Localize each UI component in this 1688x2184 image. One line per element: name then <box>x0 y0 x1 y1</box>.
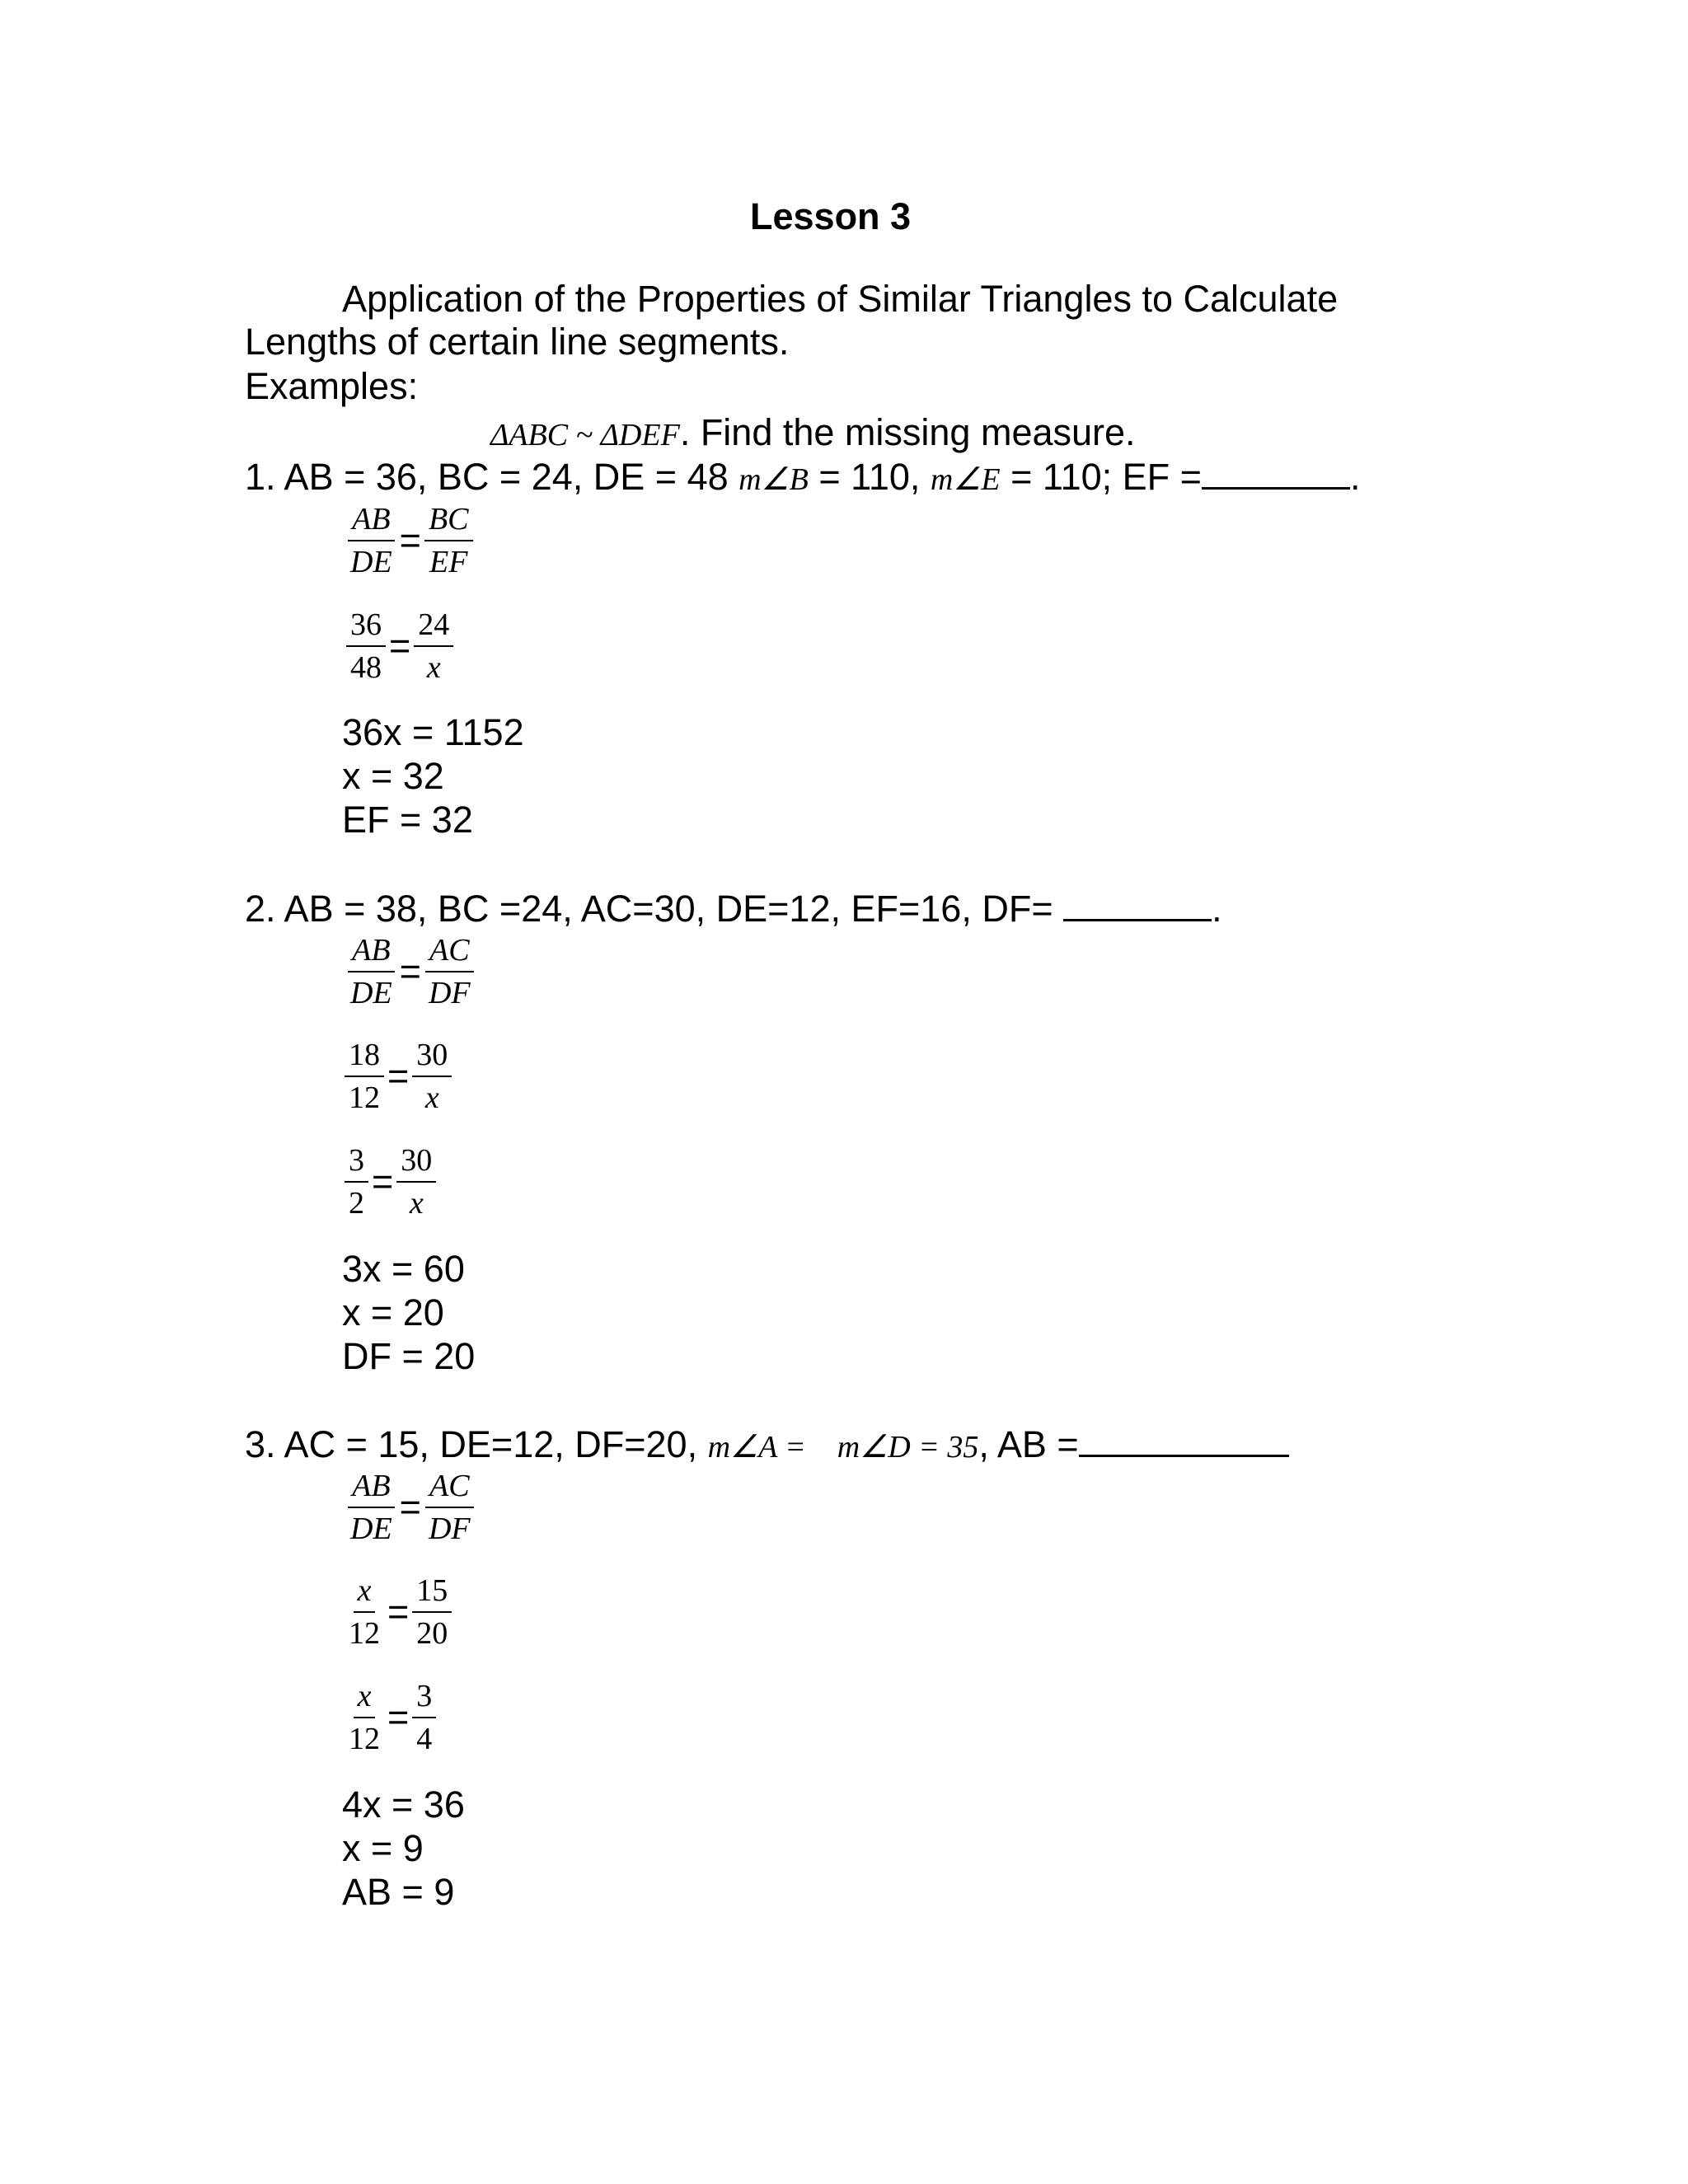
proportion-equation: $\frac{3}{2}$ = $\frac{30}{x}$ <box>345 1140 436 1224</box>
proportion-equation: $\frac{AB}{DE}$ = $\frac{BC}{EF}$ <box>346 499 473 583</box>
problem-1-mid: = 110, <box>808 456 931 498</box>
answer-blank <box>1202 454 1350 490</box>
given-statement <box>490 410 1136 457</box>
similarity-statement: ΔABC ~ ΔDEF <box>490 418 680 452</box>
proportion-equation: $\frac{AB}{DE}$ = $\frac{AC}{DF}$ <box>346 930 475 1014</box>
problem-3-prefix: 3. AC = 15, DE=12, DF=20, <box>245 1423 708 1465</box>
problem-2-end: . <box>1212 888 1222 930</box>
intro-line-2: Lengths of certain line segments. <box>245 321 790 363</box>
problem-1-statement <box>245 454 1360 502</box>
proportion-equation: $\frac{x}{12}$ = $\frac{15}{20}$ <box>345 1570 452 1654</box>
answer-blank <box>1063 886 1212 921</box>
fraction-left: $\frac{AB}{DE}$ <box>346 499 396 583</box>
solution-step: x = 9 <box>342 1827 424 1869</box>
fraction-right: $\frac{BC}{EF}$ <box>424 499 473 583</box>
fraction-left: $\frac{AB}{DE}$ <box>346 930 396 1014</box>
problem-3-statement <box>245 1422 1289 1469</box>
fraction-left: $\frac{AB}{DE}$ <box>346 1465 396 1549</box>
fraction-right: $\frac{AC}{DF}$ <box>424 1465 475 1549</box>
fraction-right: $\frac{30}{x}$ <box>396 1140 436 1224</box>
intro-line-1: Application of the Properties of Similar Triangles to Calculate <box>342 278 1339 320</box>
fraction-left: $\frac{36}{48}$ <box>346 604 386 688</box>
problem-1-angle-e: m∠E <box>930 462 1001 497</box>
fraction-right: $\frac{3}{4}$ <box>412 1675 436 1760</box>
answer-blank <box>1079 1422 1289 1457</box>
page-title: Lesson 3 <box>750 195 912 237</box>
fraction-left: $\frac{3}{2}$ <box>345 1140 368 1224</box>
proportion-equation: $\frac{18}{12}$ = $\frac{30}{x}$ <box>345 1034 452 1118</box>
solution-step: 36x = 1152 <box>342 711 524 753</box>
fraction-right: $\frac{24}{x}$ <box>414 604 453 688</box>
problem-1-end: . <box>1349 456 1361 498</box>
proportion-equation: $\frac{36}{48}$ = $\frac{24}{x}$ <box>346 604 453 688</box>
solution-step: AB = 9 <box>342 1871 455 1913</box>
problem-3-suffix: , AB = <box>978 1423 1079 1465</box>
problem-1-prefix: 1. AB = 36, BC = 24, DE = 48 <box>245 456 739 498</box>
fraction-left: $\frac{x}{12}$ <box>345 1675 384 1760</box>
solution-step: DF = 20 <box>342 1335 476 1377</box>
problem-2-prefix: 2. AB = 38, BC =24, AC=30, DE=12, EF=16, DF= <box>245 888 1064 930</box>
solution-step: x = 20 <box>342 1291 444 1333</box>
solution-step: EF = 32 <box>342 799 473 841</box>
fraction-left: $\frac{18}{12}$ <box>345 1034 384 1118</box>
examples-heading: Examples: <box>245 365 419 407</box>
solution-step: x = 32 <box>342 755 444 797</box>
proportion-equation: $\frac{AB}{DE}$ = $\frac{AC}{DF}$ <box>346 1465 475 1549</box>
fraction-left: $\frac{x}{12}$ <box>345 1570 384 1654</box>
problem-1-angle-b: m∠B <box>738 462 809 497</box>
fraction-right: $\frac{15}{20}$ <box>412 1570 452 1654</box>
problem-1-suffix: = 110; EF = <box>1000 456 1202 498</box>
problem-2-statement <box>245 886 1222 931</box>
proportion-equation: $\frac{x}{12}$ = $\frac{3}{4}$ <box>345 1675 436 1760</box>
solution-step: 4x = 36 <box>342 1783 465 1825</box>
fraction-right: $\frac{30}{x}$ <box>412 1034 452 1118</box>
fraction-right: $\frac{AC}{DF}$ <box>424 930 475 1014</box>
given-instruction: . Find the missing measure. <box>679 411 1136 453</box>
solution-step: 3x = 60 <box>342 1248 465 1290</box>
problem-3-angles: m∠A = m∠D = 35 <box>707 1430 979 1465</box>
